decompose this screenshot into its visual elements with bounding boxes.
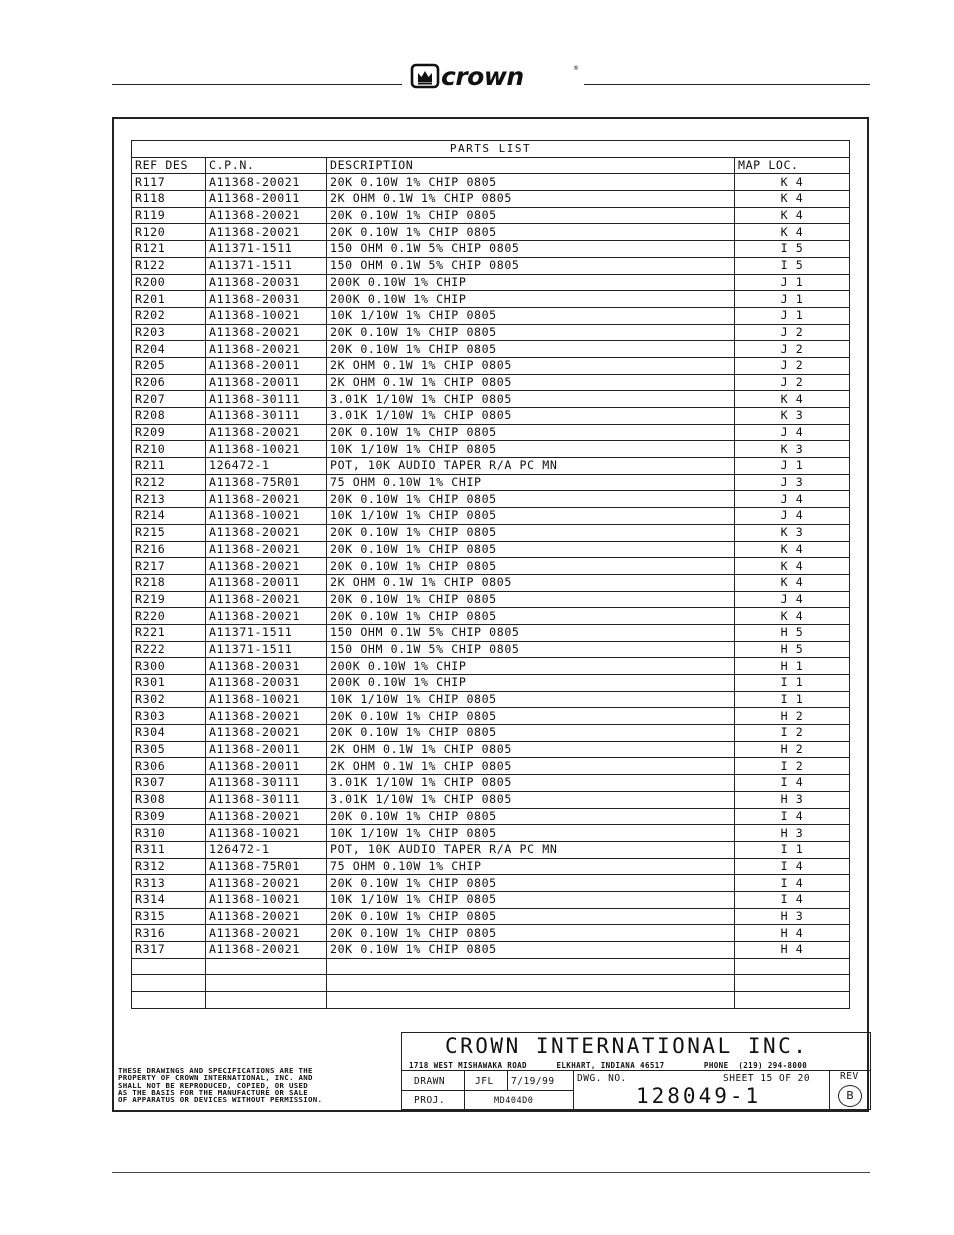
ref-des-cell: R217 [132, 558, 206, 575]
cpn-cell: A11368-20011 [206, 191, 327, 208]
cpn-cell: A11368-20011 [206, 357, 327, 374]
company-name: CROWN INTERNATIONAL INC. [445, 1034, 809, 1058]
footer-rule [112, 1172, 870, 1173]
table-row [132, 808, 850, 825]
map-loc-cell [735, 992, 850, 1009]
cpn-cell: A11368-20021 [206, 324, 327, 341]
description-cell: 75 OHM 0.10W 1% CHIP [327, 474, 735, 491]
table-row [132, 508, 850, 525]
table-row [132, 758, 850, 775]
map-loc-cell: K 4 [735, 541, 850, 558]
cpn-cell: A11368-20021 [206, 224, 327, 241]
notice-line: THESE DRAWINGS AND SPECIFICATIONS ARE THE [118, 1066, 313, 1075]
map-loc-cell: K 4 [735, 191, 850, 208]
description-cell: 10K 1/10W 1% CHIP 0805 [327, 825, 735, 842]
ref-des-cell: R304 [132, 725, 206, 742]
ref-des-cell [132, 958, 206, 975]
map-loc-cell: K 4 [735, 174, 850, 191]
table-row [132, 324, 850, 341]
ref-des-cell: R120 [132, 224, 206, 241]
table-row [132, 591, 850, 608]
map-loc-cell: J 4 [735, 424, 850, 441]
table-row [132, 191, 850, 208]
ref-des-cell: R215 [132, 524, 206, 541]
ref-des-cell: R307 [132, 775, 206, 792]
drawing-date: 7/19/99 [511, 1076, 555, 1087]
ref-des-cell: R313 [132, 875, 206, 892]
ref-des-cell: R302 [132, 691, 206, 708]
cpn-cell: A11368-20021 [206, 424, 327, 441]
table-row [132, 207, 850, 224]
ref-des-cell: R205 [132, 357, 206, 374]
description-cell: 3.01K 1/10W 1% CHIP 0805 [327, 391, 735, 408]
cpn-cell: A11368-20011 [206, 758, 327, 775]
parts-list-table [131, 140, 850, 1009]
map-loc-cell: J 4 [735, 508, 850, 525]
dwg-no-label: DWG. NO. [577, 1073, 627, 1084]
map-loc-cell: K 4 [735, 224, 850, 241]
map-loc-cell: H 2 [735, 741, 850, 758]
table-row [132, 741, 850, 758]
description-cell: 200K 0.10W 1% CHIP [327, 658, 735, 675]
cpn-cell: A11371-1511 [206, 624, 327, 641]
ref-des-cell: R210 [132, 441, 206, 458]
cpn-cell: A11368-20011 [206, 374, 327, 391]
cpn-cell: A11368-20031 [206, 675, 327, 692]
map-loc-cell: J 1 [735, 291, 850, 308]
description-cell: 20K 0.10W 1% CHIP 0805 [327, 541, 735, 558]
cpn-cell: A11371-1511 [206, 641, 327, 658]
ref-des-cell: R203 [132, 324, 206, 341]
ref-des-cell [132, 975, 206, 992]
table-row [132, 992, 850, 1009]
map-loc-cell: H 5 [735, 624, 850, 641]
table-row [132, 441, 850, 458]
cpn-cell: A11368-20021 [206, 524, 327, 541]
map-loc-cell: J 1 [735, 274, 850, 291]
ref-des-cell: R220 [132, 608, 206, 625]
description-cell: 20K 0.10W 1% CHIP 0805 [327, 708, 735, 725]
ref-des-cell: R206 [132, 374, 206, 391]
description-cell: 20K 0.10W 1% CHIP 0805 [327, 491, 735, 508]
ref-des-cell: R310 [132, 825, 206, 842]
table-row [132, 725, 850, 742]
column-header-ref-des: REF DES [132, 157, 206, 174]
cpn-cell: A11368-20011 [206, 741, 327, 758]
company-address: 1718 WEST MISHAWAKA ROAD ELKHART, INDIANA 46517 PHONE (219) 294-8000 [409, 1061, 808, 1070]
column-header-map-loc: MAP LOC. [735, 157, 850, 174]
notice-line: SHALL NOT BE REPRODUCED, COPIED, OR USED [118, 1080, 308, 1090]
map-loc-cell: H 3 [735, 908, 850, 925]
description-cell [327, 975, 735, 992]
table-row [132, 458, 850, 475]
description-cell: 20K 0.10W 1% CHIP 0805 [327, 207, 735, 224]
table-row [132, 174, 850, 191]
description-cell: 20K 0.10W 1% CHIP 0805 [327, 925, 735, 942]
description-cell: 3.01K 1/10W 1% CHIP 0805 [327, 791, 735, 808]
table-row [132, 775, 850, 792]
cpn-cell: A11368-20031 [206, 291, 327, 308]
map-loc-cell: K 4 [735, 558, 850, 575]
ref-des-cell: R211 [132, 458, 206, 475]
ref-des-cell: R209 [132, 424, 206, 441]
cpn-cell: A11368-20021 [206, 341, 327, 358]
map-loc-cell: I 2 [735, 725, 850, 742]
cpn-cell [206, 958, 327, 975]
cpn-cell: A11368-30111 [206, 391, 327, 408]
description-cell: 10K 1/10W 1% CHIP 0805 [327, 307, 735, 324]
description-cell [327, 992, 735, 1009]
description-cell: 150 OHM 0.1W 5% CHIP 0805 [327, 257, 735, 274]
description-cell: 10K 1/10W 1% CHIP 0805 [327, 891, 735, 908]
table-row [132, 841, 850, 858]
table-row [132, 224, 850, 241]
description-cell: 20K 0.10W 1% CHIP 0805 [327, 725, 735, 742]
ref-des-cell: R119 [132, 207, 206, 224]
ref-des-cell: R213 [132, 491, 206, 508]
map-loc-cell: J 4 [735, 491, 850, 508]
column-header-description: DESCRIPTION [327, 157, 735, 174]
map-loc-cell: I 4 [735, 858, 850, 875]
cpn-cell: A11368-20021 [206, 725, 327, 742]
table-row [132, 374, 850, 391]
map-loc-cell [735, 958, 850, 975]
notice-line: PROPERTY OF CROWN INTERNATIONAL, INC. AND [118, 1073, 313, 1083]
title-block-divider [507, 1070, 508, 1090]
header-rule-right [584, 84, 870, 85]
table-row [132, 274, 850, 291]
map-loc-cell: J 2 [735, 324, 850, 341]
map-loc-cell: K 4 [735, 207, 850, 224]
table-row [132, 341, 850, 358]
ref-des-cell: R200 [132, 274, 206, 291]
table-row [132, 691, 850, 708]
cpn-cell [206, 992, 327, 1009]
ref-des-cell: R218 [132, 574, 206, 591]
description-cell: 20K 0.10W 1% CHIP 0805 [327, 424, 735, 441]
map-loc-cell: I 1 [735, 675, 850, 692]
ref-des-cell: R204 [132, 341, 206, 358]
table-row [132, 257, 850, 274]
table-row [132, 875, 850, 892]
ref-des-cell: R201 [132, 291, 206, 308]
table-row [132, 608, 850, 625]
description-cell: 20K 0.10W 1% CHIP 0805 [327, 324, 735, 341]
map-loc-cell: I 4 [735, 891, 850, 908]
description-cell: 75 OHM 0.10W 1% CHIP [327, 858, 735, 875]
description-cell: 10K 1/10W 1% CHIP 0805 [327, 691, 735, 708]
description-cell: 20K 0.10W 1% CHIP 0805 [327, 174, 735, 191]
cpn-cell: A11368-75R01 [206, 858, 327, 875]
property-notice [118, 1067, 398, 1103]
cpn-cell: A11368-20021 [206, 174, 327, 191]
map-loc-cell: I 2 [735, 758, 850, 775]
cpn-cell: A11368-10021 [206, 441, 327, 458]
map-loc-cell: H 3 [735, 791, 850, 808]
ref-des-cell: R118 [132, 191, 206, 208]
description-cell: 20K 0.10W 1% CHIP 0805 [327, 942, 735, 959]
table-row [132, 424, 850, 441]
description-cell: 200K 0.10W 1% CHIP [327, 274, 735, 291]
map-loc-cell: J 3 [735, 474, 850, 491]
description-cell: 2K OHM 0.1W 1% CHIP 0805 [327, 741, 735, 758]
cpn-cell: A11368-20021 [206, 908, 327, 925]
cpn-cell: A11368-20021 [206, 608, 327, 625]
notice-line: OF APPARATUS OR DEVICES WITHOUT PERMISSION. [118, 1095, 323, 1105]
map-loc-cell: I 4 [735, 775, 850, 792]
table-row [132, 658, 850, 675]
parts-list-header-row [132, 157, 850, 174]
description-cell: 150 OHM 0.1W 5% CHIP 0805 [327, 241, 735, 258]
ref-des-cell: R212 [132, 474, 206, 491]
cpn-cell: A11368-10021 [206, 691, 327, 708]
table-row [132, 891, 850, 908]
description-cell: 150 OHM 0.1W 5% CHIP 0805 [327, 624, 735, 641]
column-header-cpn: C.P.N. [206, 157, 327, 174]
description-cell [327, 958, 735, 975]
map-loc-cell: H 5 [735, 641, 850, 658]
map-loc-cell: J 2 [735, 341, 850, 358]
table-row [132, 524, 850, 541]
description-cell: 150 OHM 0.1W 5% CHIP 0805 [327, 641, 735, 658]
ref-des-cell: R305 [132, 741, 206, 758]
map-loc-cell: J 4 [735, 591, 850, 608]
table-row [132, 558, 850, 575]
map-loc-cell: K 3 [735, 441, 850, 458]
ref-des-cell: R315 [132, 908, 206, 925]
cpn-cell: A11368-20021 [206, 708, 327, 725]
project-code: MD404D0 [494, 1096, 534, 1106]
ref-des-cell: R309 [132, 808, 206, 825]
description-cell: 10K 1/10W 1% CHIP 0805 [327, 508, 735, 525]
cpn-cell: A11368-30111 [206, 775, 327, 792]
cpn-cell: 126472-1 [206, 458, 327, 475]
table-row [132, 391, 850, 408]
description-cell: 3.01K 1/10W 1% CHIP 0805 [327, 775, 735, 792]
ref-des-cell: R300 [132, 658, 206, 675]
cpn-cell: A11368-20031 [206, 274, 327, 291]
map-loc-cell: I 5 [735, 241, 850, 258]
description-cell: 20K 0.10W 1% CHIP 0805 [327, 591, 735, 608]
table-row [132, 641, 850, 658]
map-loc-cell [735, 975, 850, 992]
table-row [132, 858, 850, 875]
ref-des-cell: R122 [132, 257, 206, 274]
parts-list-body [132, 174, 850, 1008]
ref-des-cell: R219 [132, 591, 206, 608]
logo-wordmark: crown [441, 62, 524, 91]
cpn-cell: A11368-10021 [206, 825, 327, 842]
table-row [132, 825, 850, 842]
table-row [132, 408, 850, 425]
table-row [132, 791, 850, 808]
cpn-cell: A11368-20021 [206, 925, 327, 942]
table-row [132, 958, 850, 975]
ref-des-cell: R117 [132, 174, 206, 191]
map-loc-cell: H 1 [735, 658, 850, 675]
sheet-number: SHEET 15 OF 20 [723, 1073, 811, 1084]
ref-des-cell: R312 [132, 858, 206, 875]
ref-des-cell: R202 [132, 307, 206, 324]
table-row [132, 491, 850, 508]
map-loc-cell: K 4 [735, 608, 850, 625]
description-cell: 20K 0.10W 1% CHIP 0805 [327, 908, 735, 925]
drawing-number: 128049-1 [636, 1084, 762, 1108]
parts-list-title-row [132, 141, 850, 158]
table-row [132, 474, 850, 491]
title-block-divider [464, 1070, 465, 1110]
description-cell: 2K OHM 0.1W 1% CHIP 0805 [327, 574, 735, 591]
map-loc-cell: J 2 [735, 357, 850, 374]
title-block-divider [573, 1070, 574, 1110]
cpn-cell: A11368-20021 [206, 875, 327, 892]
description-cell: 3.01K 1/10W 1% CHIP 0805 [327, 408, 735, 425]
drawn-by: JFL [475, 1076, 494, 1087]
cpn-cell: A11371-1511 [206, 257, 327, 274]
ref-des-cell: R301 [132, 675, 206, 692]
svg-text:®: ® [573, 65, 579, 72]
cpn-cell: A11368-10021 [206, 508, 327, 525]
ref-des-cell: R207 [132, 391, 206, 408]
description-cell: 20K 0.10W 1% CHIP 0805 [327, 341, 735, 358]
notice-line: AS THE BASIS FOR THE MANUFACTURE OR SALE [118, 1087, 308, 1097]
map-loc-cell: J 1 [735, 458, 850, 475]
cpn-cell: A11368-10021 [206, 891, 327, 908]
table-row [132, 708, 850, 725]
header-rule-left [112, 84, 402, 85]
table-row [132, 908, 850, 925]
rev-label: REV [840, 1071, 859, 1082]
cpn-cell: A11371-1511 [206, 241, 327, 258]
description-cell: 2K OHM 0.1W 1% CHIP 0805 [327, 191, 735, 208]
description-cell: 20K 0.10W 1% CHIP 0805 [327, 558, 735, 575]
title-block-divider [401, 1070, 871, 1071]
description-cell: 2K OHM 0.1W 1% CHIP 0805 [327, 374, 735, 391]
cpn-cell [206, 975, 327, 992]
table-row [132, 624, 850, 641]
cpn-cell: A11368-20021 [206, 541, 327, 558]
ref-des-cell: R311 [132, 841, 206, 858]
table-row [132, 291, 850, 308]
proj-label: PROJ. [414, 1095, 446, 1106]
ref-des-cell: R221 [132, 624, 206, 641]
ref-des-cell: R121 [132, 241, 206, 258]
map-loc-cell: H 4 [735, 925, 850, 942]
table-row [132, 541, 850, 558]
description-cell: 20K 0.10W 1% CHIP 0805 [327, 224, 735, 241]
table-row [132, 574, 850, 591]
map-loc-cell: I 1 [735, 691, 850, 708]
map-loc-cell: H 3 [735, 825, 850, 842]
table-row [132, 942, 850, 959]
map-loc-cell: I 4 [735, 875, 850, 892]
ref-des-cell: R208 [132, 408, 206, 425]
description-cell: 10K 1/10W 1% CHIP 0805 [327, 441, 735, 458]
table-row [132, 925, 850, 942]
ref-des-cell: R308 [132, 791, 206, 808]
cpn-cell: A11368-30111 [206, 791, 327, 808]
cpn-cell: A11368-75R01 [206, 474, 327, 491]
description-cell: 2K OHM 0.1W 1% CHIP 0805 [327, 758, 735, 775]
cpn-cell: A11368-20021 [206, 591, 327, 608]
cpn-cell: A11368-20011 [206, 574, 327, 591]
ref-des-cell: R306 [132, 758, 206, 775]
cpn-cell: A11368-20021 [206, 207, 327, 224]
cpn-cell: A11368-20031 [206, 658, 327, 675]
drawn-label: DRAWN [414, 1076, 446, 1087]
description-cell: POT, 10K AUDIO TAPER R/A PC MN [327, 458, 735, 475]
description-cell: 20K 0.10W 1% CHIP 0805 [327, 608, 735, 625]
map-loc-cell: I 4 [735, 808, 850, 825]
description-cell: POT, 10K AUDIO TAPER R/A PC MN [327, 841, 735, 858]
map-loc-cell: K 4 [735, 391, 850, 408]
ref-des-cell: R316 [132, 925, 206, 942]
revision-letter: B [838, 1085, 862, 1107]
map-loc-cell: K 3 [735, 524, 850, 541]
map-loc-cell: I 1 [735, 841, 850, 858]
table-row [132, 675, 850, 692]
cpn-cell: A11368-20021 [206, 808, 327, 825]
ref-des-cell: R216 [132, 541, 206, 558]
map-loc-cell: H 4 [735, 942, 850, 959]
ref-des-cell: R314 [132, 891, 206, 908]
description-cell: 2K OHM 0.1W 1% CHIP 0805 [327, 357, 735, 374]
description-cell: 200K 0.10W 1% CHIP [327, 675, 735, 692]
title-block-divider [829, 1070, 830, 1110]
ref-des-cell [132, 992, 206, 1009]
crown-logo [410, 62, 580, 92]
map-loc-cell: J 2 [735, 374, 850, 391]
description-cell: 20K 0.10W 1% CHIP 0805 [327, 524, 735, 541]
parts-list-title: PARTS LIST [132, 141, 850, 158]
description-cell: 20K 0.10W 1% CHIP 0805 [327, 875, 735, 892]
map-loc-cell: K 3 [735, 408, 850, 425]
ref-des-cell: R303 [132, 708, 206, 725]
ref-des-cell: R222 [132, 641, 206, 658]
table-row [132, 241, 850, 258]
map-loc-cell: K 4 [735, 574, 850, 591]
title-block-divider [401, 1090, 573, 1091]
cpn-cell: A11368-20021 [206, 942, 327, 959]
map-loc-cell: J 1 [735, 307, 850, 324]
ref-des-cell: R214 [132, 508, 206, 525]
table-row [132, 357, 850, 374]
ref-des-cell: R317 [132, 942, 206, 959]
table-row [132, 975, 850, 992]
cpn-cell: A11368-10021 [206, 307, 327, 324]
table-row [132, 307, 850, 324]
cpn-cell: A11368-20021 [206, 491, 327, 508]
map-loc-cell: H 2 [735, 708, 850, 725]
cpn-cell: A11368-30111 [206, 408, 327, 425]
cpn-cell: A11368-20021 [206, 558, 327, 575]
description-cell: 20K 0.10W 1% CHIP 0805 [327, 808, 735, 825]
cpn-cell: 126472-1 [206, 841, 327, 858]
map-loc-cell: I 5 [735, 257, 850, 274]
description-cell: 200K 0.10W 1% CHIP [327, 291, 735, 308]
